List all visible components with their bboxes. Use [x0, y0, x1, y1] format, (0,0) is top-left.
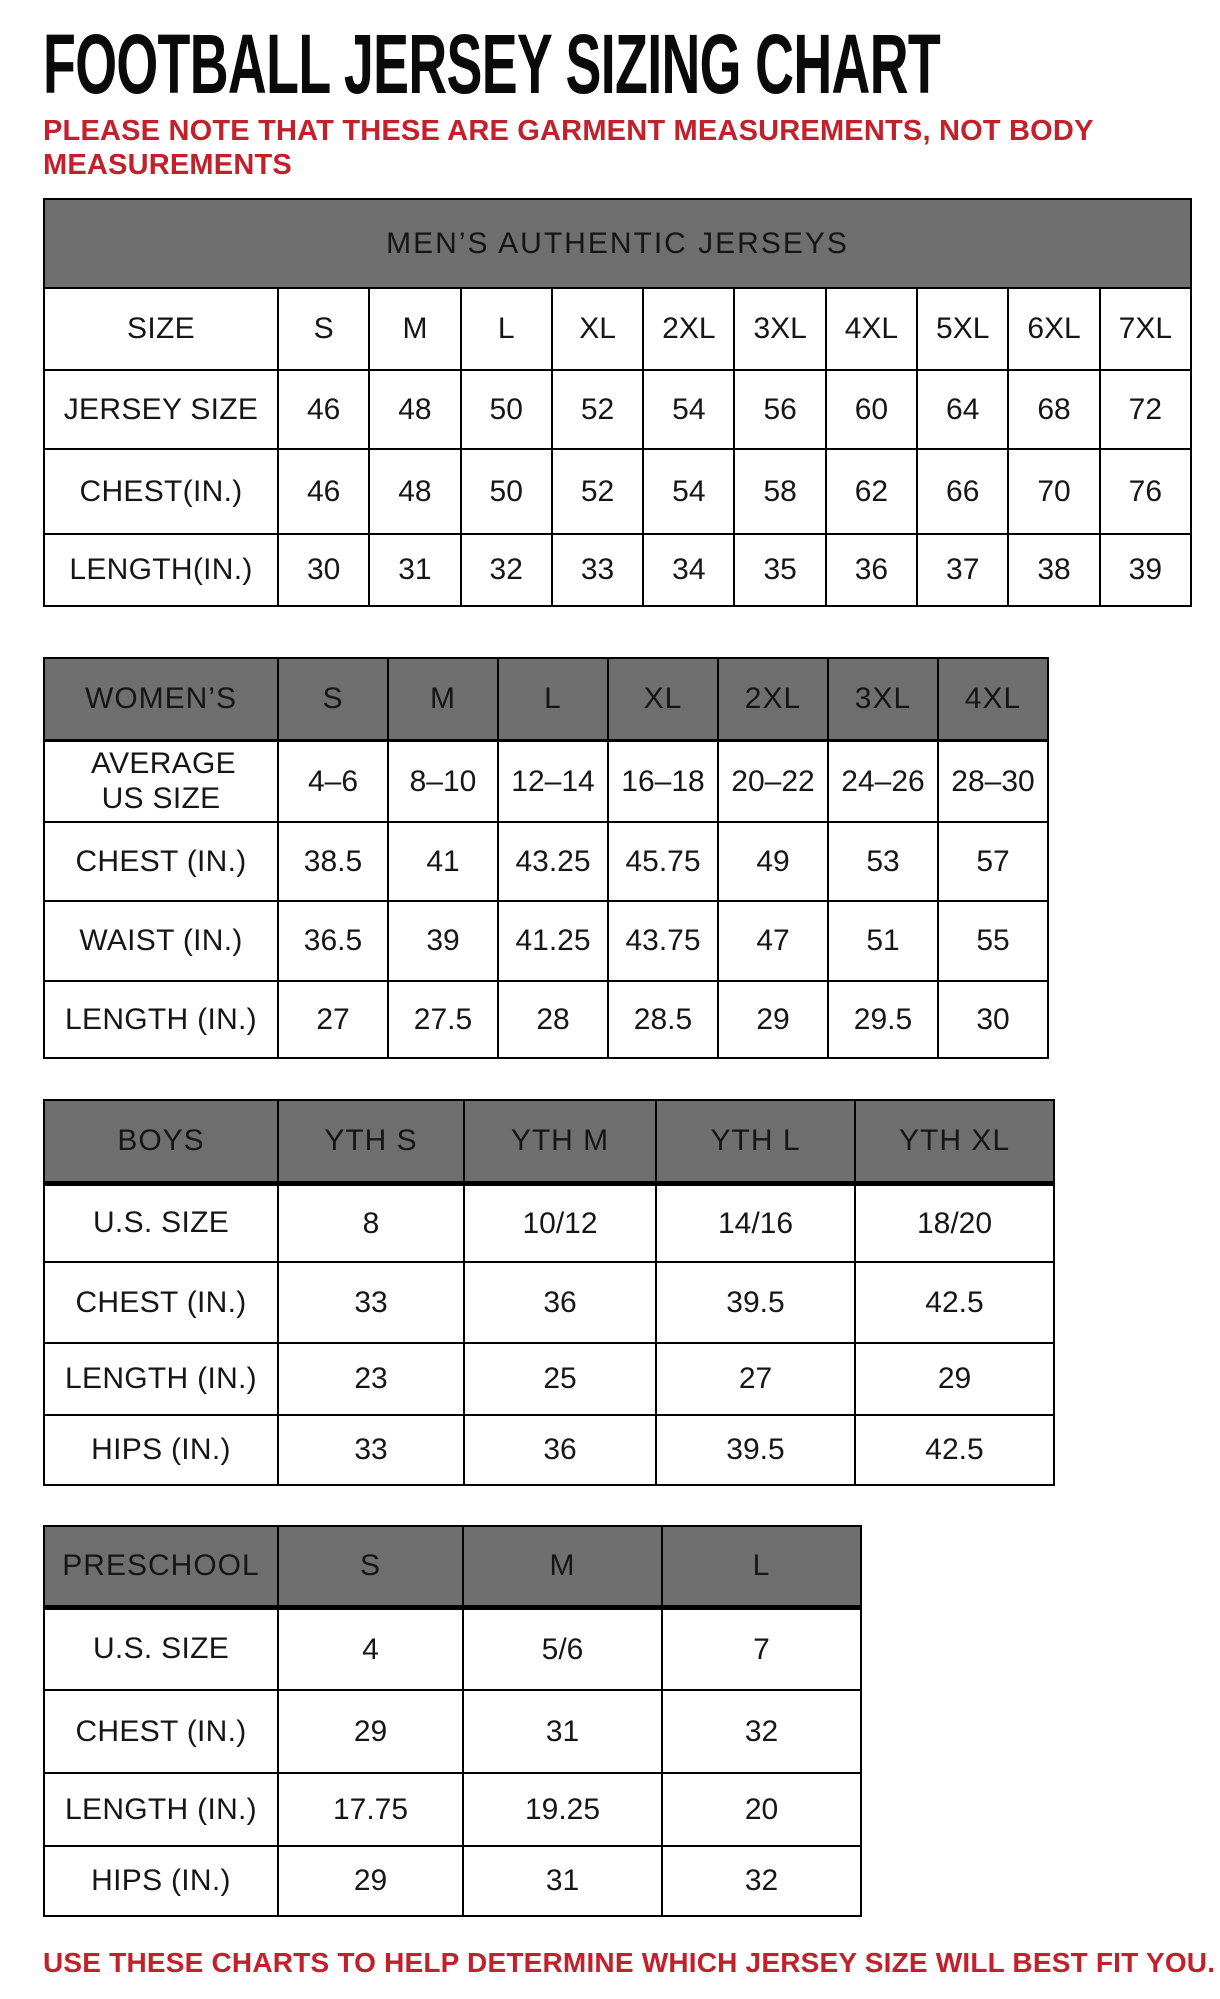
size-header: 4XL [938, 658, 1048, 740]
table-row [44, 740, 1048, 822]
cell: 39 [1100, 534, 1191, 606]
cell: 23 [278, 1343, 464, 1415]
cell: 60 [826, 370, 917, 449]
cell: 29 [718, 981, 828, 1058]
cell: 39.5 [656, 1262, 855, 1343]
row-label: CHEST (IN.) [44, 822, 278, 901]
cell: 41 [388, 822, 498, 901]
cell: 5XL [917, 288, 1008, 370]
row-label: U.S. SIZE [44, 1183, 278, 1262]
cell: 55 [938, 901, 1048, 981]
cell: 33 [278, 1415, 464, 1485]
cell: 33 [278, 1262, 464, 1343]
cell: 4 [278, 1607, 463, 1690]
row-label: LENGTH (IN.) [44, 1343, 278, 1415]
cell: 31 [463, 1690, 662, 1773]
cell: 52 [552, 449, 643, 534]
row-label: CHEST (IN.) [44, 1262, 278, 1343]
cell: 29 [855, 1343, 1054, 1415]
cell: 20 [662, 1773, 861, 1846]
preschool-table-header-row [44, 1526, 861, 1607]
size-header: YTH M [464, 1100, 656, 1183]
cell: 18/20 [855, 1183, 1054, 1262]
cell: S [278, 288, 369, 370]
cell: 50 [461, 449, 552, 534]
preschool-table-title: PRESCHOOL [44, 1526, 278, 1607]
row-label: LENGTH (IN.) [44, 1773, 278, 1846]
cell: 20–22 [718, 740, 828, 822]
footer-note: USE THESE CHARTS TO HELP DETERMINE WHICH JERSEY SIZE WILL BEST FIT YOU. [43, 1947, 1216, 1979]
table-row [44, 822, 1048, 901]
row-label: SIZE [44, 288, 278, 370]
size-header: L [662, 1526, 861, 1607]
cell: 36 [826, 534, 917, 606]
cell: 38.5 [278, 822, 388, 901]
cell: 56 [734, 370, 825, 449]
cell: 64 [917, 370, 1008, 449]
mens-table-header-row [44, 199, 1191, 288]
cell: 38 [1008, 534, 1099, 606]
cell: 43.75 [608, 901, 718, 981]
cell: 36 [464, 1415, 656, 1485]
row-label: HIPS (IN.) [44, 1846, 278, 1916]
table-row [44, 370, 1191, 449]
cell: 32 [662, 1690, 861, 1773]
size-header: 3XL [828, 658, 938, 740]
cell: 32 [662, 1846, 861, 1916]
cell: 3XL [734, 288, 825, 370]
cell: 39.5 [656, 1415, 855, 1485]
boys-table-header-row [44, 1100, 1054, 1183]
row-label: HIPS (IN.) [44, 1415, 278, 1485]
cell: 16–18 [608, 740, 718, 822]
cell: 27.5 [388, 981, 498, 1058]
cell: 47 [718, 901, 828, 981]
table-row [44, 1415, 1054, 1485]
row-label: WAIST (IN.) [44, 901, 278, 981]
cell: 57 [938, 822, 1048, 901]
cell: 28.5 [608, 981, 718, 1058]
page-title-text: FOOTBALL JERSEY SIZING CHART [43, 17, 941, 111]
cell: 32 [461, 534, 552, 606]
cell: 28 [498, 981, 608, 1058]
cell: 4XL [826, 288, 917, 370]
cell: 53 [828, 822, 938, 901]
cell: 41.25 [498, 901, 608, 981]
cell: 70 [1008, 449, 1099, 534]
cell: 66 [917, 449, 1008, 534]
cell: M [369, 288, 460, 370]
womens-table [43, 657, 1049, 1059]
cell: 34 [643, 534, 734, 606]
cell: 52 [552, 370, 643, 449]
cell: 19.25 [463, 1773, 662, 1846]
size-header: YTH XL [855, 1100, 1054, 1183]
row-label: CHEST(IN.) [44, 449, 278, 534]
table-row [44, 449, 1191, 534]
cell: 35 [734, 534, 825, 606]
size-header: L [498, 658, 608, 740]
size-header: XL [608, 658, 718, 740]
size-header: S [278, 658, 388, 740]
cell: XL [552, 288, 643, 370]
cell: 29 [278, 1690, 463, 1773]
table-row [44, 981, 1048, 1058]
boys-table [43, 1099, 1055, 1486]
row-label: LENGTH (IN.) [44, 981, 278, 1058]
cell: 45.75 [608, 822, 718, 901]
cell: 2XL [643, 288, 734, 370]
cell: 54 [643, 449, 734, 534]
cell: 7 [662, 1607, 861, 1690]
row-label: U.S. SIZE [44, 1607, 278, 1690]
boys-table-title: BOYS [44, 1100, 278, 1183]
table-row [44, 1607, 861, 1690]
cell: L [461, 288, 552, 370]
cell: 28–30 [938, 740, 1048, 822]
cell: 36.5 [278, 901, 388, 981]
table-row [44, 1183, 1054, 1262]
womens-table-title: WOMEN’S [44, 658, 278, 740]
cell: 25 [464, 1343, 656, 1415]
mens-authentic-jerseys-table [43, 198, 1192, 607]
cell: 46 [278, 370, 369, 449]
cell: 30 [278, 534, 369, 606]
cell: 8 [278, 1183, 464, 1262]
cell: 43.25 [498, 822, 608, 901]
table-row [44, 1773, 861, 1846]
cell: 29.5 [828, 981, 938, 1058]
cell: 6XL [1008, 288, 1099, 370]
size-header: M [463, 1526, 662, 1607]
cell: 42.5 [855, 1415, 1054, 1485]
cell: 27 [656, 1343, 855, 1415]
row-label: CHEST (IN.) [44, 1690, 278, 1773]
cell: 42.5 [855, 1262, 1054, 1343]
cell: 8–10 [388, 740, 498, 822]
cell: 48 [369, 370, 460, 449]
size-header: S [278, 1526, 463, 1607]
cell: 58 [734, 449, 825, 534]
size-header: 2XL [718, 658, 828, 740]
cell: 49 [718, 822, 828, 901]
cell: 50 [461, 370, 552, 449]
cell: 48 [369, 449, 460, 534]
row-label: AVERAGE US SIZE [44, 740, 278, 822]
womens-table-header-row [44, 658, 1048, 740]
size-header: YTH S [278, 1100, 464, 1183]
cell: 37 [917, 534, 1008, 606]
table-row [44, 288, 1191, 370]
table-row [44, 1846, 861, 1916]
cell: 62 [826, 449, 917, 534]
cell: 51 [828, 901, 938, 981]
preschool-table [43, 1525, 862, 1917]
table-row [44, 1262, 1054, 1343]
size-header: YTH L [656, 1100, 855, 1183]
mens-table-title: MEN’S AUTHENTIC JERSEYS [44, 199, 1191, 288]
row-label: LENGTH(IN.) [44, 534, 278, 606]
cell: 46 [278, 449, 369, 534]
cell: 76 [1100, 449, 1191, 534]
table-row [44, 901, 1048, 981]
table-row [44, 1343, 1054, 1415]
garment-measurements-note: PLEASE NOTE THAT THESE ARE GARMENT MEASUREMENTS, NOT BODY MEASUREMENTS [43, 115, 1094, 182]
size-header: M [388, 658, 498, 740]
cell: 24–26 [828, 740, 938, 822]
table-row [44, 1690, 861, 1773]
cell: 72 [1100, 370, 1191, 449]
cell: 17.75 [278, 1773, 463, 1846]
cell: 31 [463, 1846, 662, 1916]
table-row [44, 534, 1191, 606]
cell: 27 [278, 981, 388, 1058]
cell: 31 [369, 534, 460, 606]
cell: 12–14 [498, 740, 608, 822]
cell: 7XL [1100, 288, 1191, 370]
cell: 39 [388, 901, 498, 981]
cell: 29 [278, 1846, 463, 1916]
cell: 10/12 [464, 1183, 656, 1262]
cell: 36 [464, 1262, 656, 1343]
row-label: JERSEY SIZE [44, 370, 278, 449]
cell: 5/6 [463, 1607, 662, 1690]
cell: 54 [643, 370, 734, 449]
cell: 4–6 [278, 740, 388, 822]
cell: 33 [552, 534, 643, 606]
cell: 14/16 [656, 1183, 855, 1262]
page-title [43, 17, 1220, 111]
cell: 68 [1008, 370, 1099, 449]
cell: 30 [938, 981, 1048, 1058]
